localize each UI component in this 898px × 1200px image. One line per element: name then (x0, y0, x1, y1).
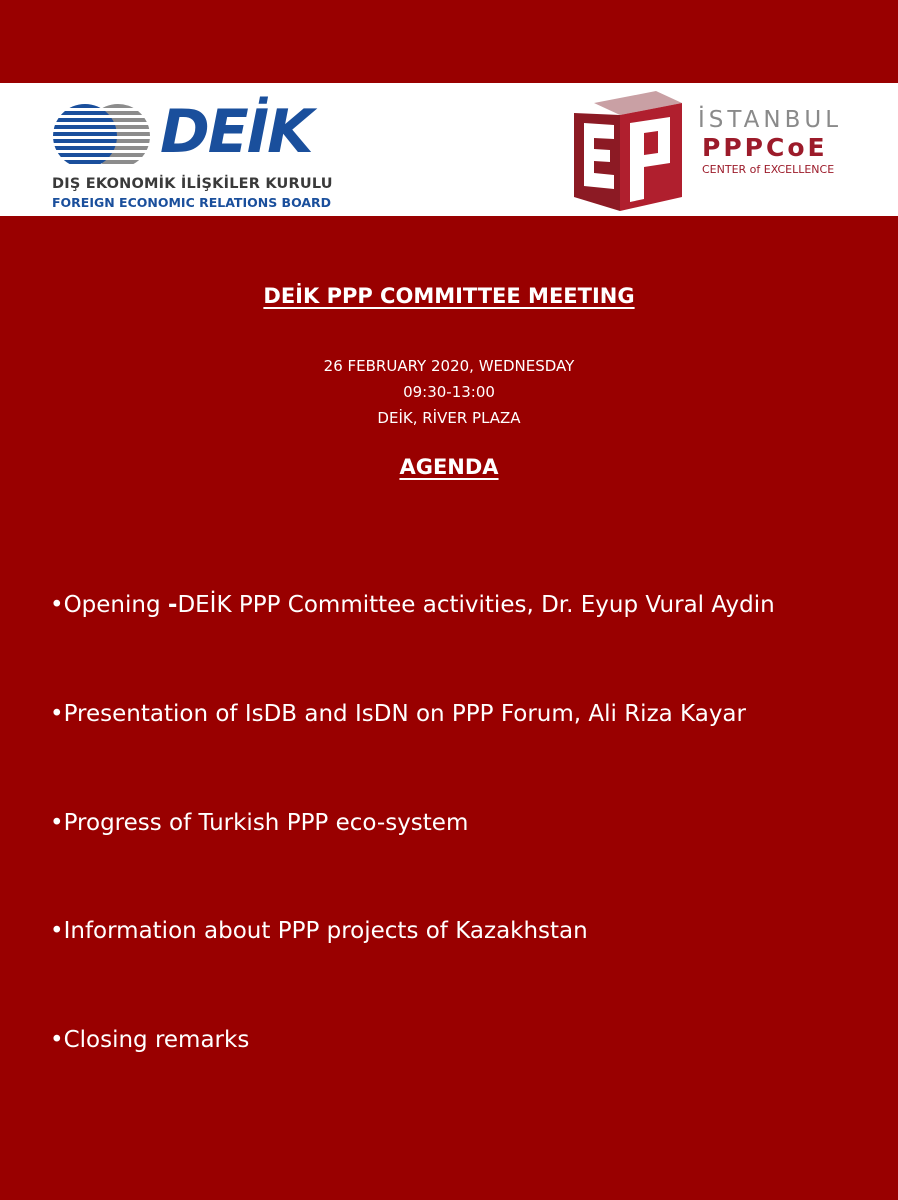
agenda-item-kazakhstan (50, 918, 588, 944)
bullet: • (50, 810, 64, 836)
meeting-title: DEİK PPP COMMITTEE MEETING (263, 284, 635, 308)
pppcoe-center-of-excellence: CENTER of EXCELLENCE (702, 163, 835, 176)
bullet: • (50, 592, 64, 618)
agenda-item-text: DEİK PPP Committee activities, Dr. Eyup Vural Aydin (177, 592, 775, 618)
deik-name-turkish: DIŞ EKONOMİK İLİŞKİLER KURULU (52, 176, 333, 192)
logo-band (0, 83, 898, 216)
meeting-time: 09:30-13:00 (403, 383, 495, 401)
pppcoe-istanbul: İSTANBUL (698, 107, 843, 133)
agenda-item-text: Progress of Turkish PPP eco-system (63, 810, 469, 836)
top-banner (0, 0, 898, 83)
agenda-item-progress (50, 810, 468, 836)
agenda-item-text: Presentation of IsDB and IsDN on PPP Forum, Ali Riza Kayar (63, 701, 746, 727)
deik-logo (50, 97, 350, 213)
agenda-item-text: Closing remarks (63, 1027, 250, 1053)
meeting-date: 26 FEBRUARY 2020, WEDNESDAY (323, 357, 575, 375)
agenda-item-separator: - (167, 592, 178, 618)
agenda-item-presentation (50, 701, 746, 727)
agenda-item-closing (50, 1027, 249, 1053)
meeting-details (0, 353, 898, 431)
agenda-item-text: Information about PPP projects of Kazakhstan (63, 918, 588, 944)
pppcoe-ep-cube-logo (570, 89, 686, 213)
agenda-item-lead: Opening (63, 592, 168, 618)
deik-name-english: FOREIGN ECONOMIC RELATIONS BOARD (52, 195, 332, 210)
meeting-venue: DEİK, RİVER PLAZA (377, 409, 521, 427)
bullet: • (50, 918, 64, 944)
pppcoe-name: PPPCoE (702, 133, 828, 162)
bullet: • (50, 1027, 64, 1053)
deik-wordmark: DEİK (160, 97, 312, 167)
bullet: • (50, 701, 64, 727)
pppcoe-logo-text (698, 107, 878, 187)
agenda-heading: AGENDA (399, 455, 499, 479)
agenda-item-opening (50, 592, 775, 618)
